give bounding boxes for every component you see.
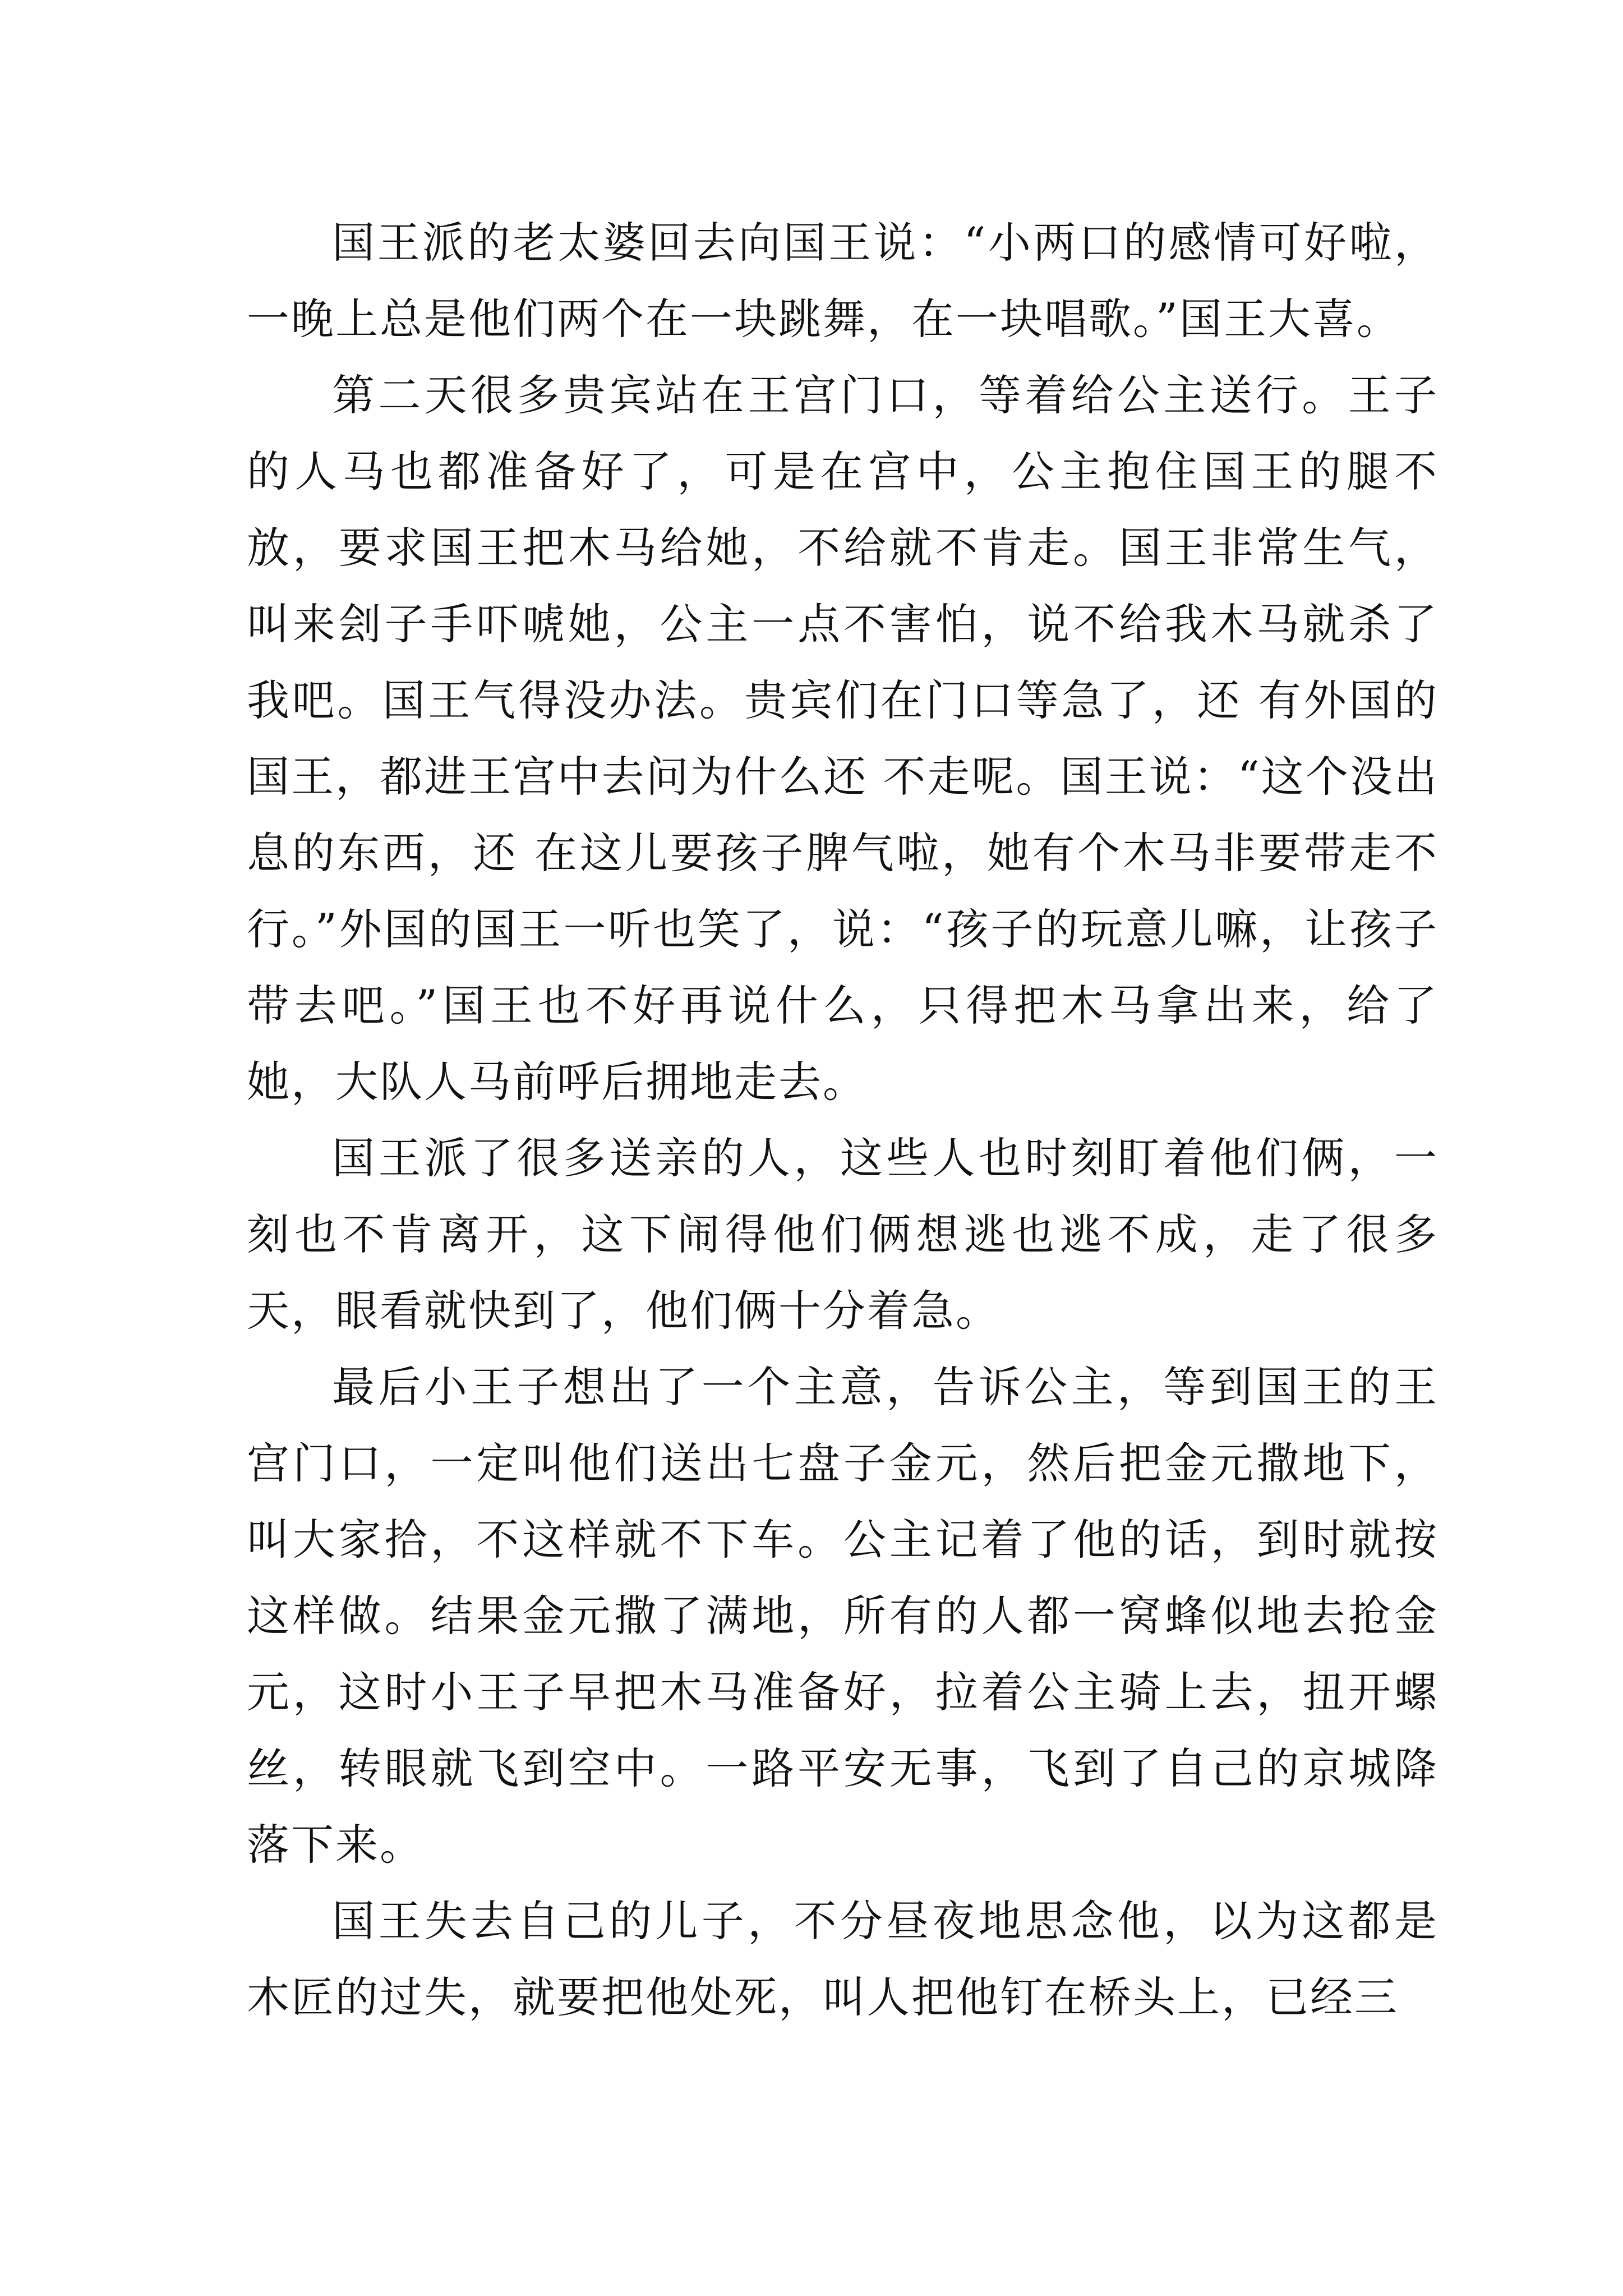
paragraph-4: 最后小王子想出了一个主意，告诉公主，等到国王的王宫门口，一定叫他们送出七盘子金元，然后把金元撒地下，叫大家拾，不这样就不下车。公主记着了他的话，到时就按这样做。结果金元撒了满地，所有的人都一窝蜂似地去抢金元，这时小王子早把木马准备好，拉着公主骑上去，扭开螺丝，转眼就飞到空中。一路平安无事，飞到了自己的京城降落下来。 <box>247 1362 1438 1870</box>
paragraph-3: 国王派了很多送亲的人，这些人也时刻盯着他们俩，一刻也不肯离开，这下闹得他们俩想逃也逃不成，走了很多天，眼看就快到了，他们俩十分着急。 <box>247 1133 1438 1336</box>
paragraph-5: 国王失去自己的儿子，不分昼夜地思念他，以为这都是木匠的过失，就要把他处死，叫人把他钉在桥头上，已经三 <box>247 1896 1438 2022</box>
body-text <box>247 205 1438 2036</box>
paragraph-1: 国王派的老太婆回去向国王说：“小两口的感情可好啦，一晚上总是他们两个在一块跳舞，在一块唱歌。”国王大喜。 <box>247 218 1438 344</box>
paragraph-2: 第二天很多贵宾站在王宫门口，等着给公主送行。王子的人马也都准备好了，可是在宫中，公主抱住国王的腿不放，要求国王把木马给她，不给就不肯走。国王非常生气，叫来刽子手吓唬她，公主一点不害怕，说不给我木马就杀了我吧。国王气得没办法。贵宾们在门口等急了，还 有外国的国王，都进王宫中去问为什么还 不走呢。国王说：“这个没出息的东西，还 在这儿要孩子脾气啦，她有个木马非要带走不行。”外国的国王一听也笑了，说：“孩子的玩意儿嘛，让孩子带去吧。”国王也不好再说什么，只得把木马拿出来，给了她，大队人马前呼后拥地走去。 <box>247 370 1438 1107</box>
